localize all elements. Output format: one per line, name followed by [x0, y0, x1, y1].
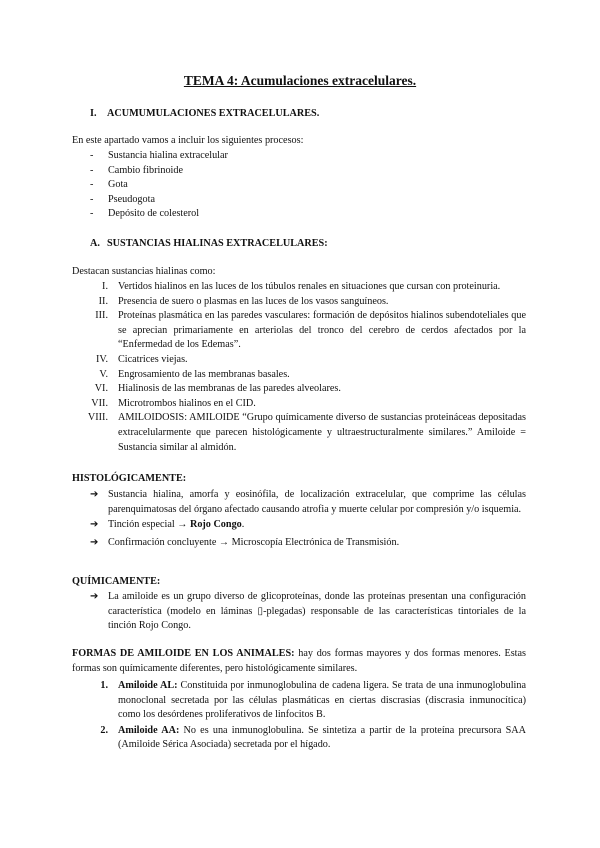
- section-heading-1: [90, 107, 319, 122]
- list-item: V. Engrosamiento de las membranas basales.: [99, 368, 290, 380]
- dash-bullet-icon: -: [90, 164, 94, 176]
- section-title: ACUMUMULACIONES EXTRACELULARES.: [107, 108, 320, 119]
- list-item: - Pseudogota: [90, 193, 228, 208]
- hialinas-list: [72, 280, 526, 455]
- list-item: - Sustancia hialina extracelular: [90, 149, 228, 164]
- dash-bullet-icon: -: [90, 193, 94, 205]
- quimicamente-list: [90, 590, 526, 634]
- formas-paragraph: FORMAS DE AMILOIDE EN LOS ANIMALES: hay dos formas mayores y dos formas menores. Estas formas son químicamente diferentes, pero histológicamente similares.: [72, 648, 526, 674]
- section-number: I.: [90, 108, 97, 119]
- list-item: ➔ La amiloide es un grupo diverso de glicoproteínas, donde las proteínas presentan una configuración característica (modelo en láminas ▯-plegadas) responsable de las características tintoriales de la tinción Rojo Congo.: [90, 590, 526, 634]
- list-item: II. Presencia de suero o plasmas en las luces de los vasos sanguíneos.: [98, 295, 389, 307]
- quimicamente-heading: QUÍMICAMENTE:: [72, 576, 161, 587]
- list-item: 1. Amiloide AL: Constituida por inmunoglobulina de cadena ligera. Se trata de una inmunoglobulina monoclonal secretada por las células plasmáticas en ciertas discrasias (discrasia inmunocítica) como los desórdenes proliferativos de linfocitos B.: [100, 680, 526, 721]
- section-letter: A.: [90, 238, 100, 249]
- process-list: [90, 149, 228, 222]
- histologicamente-heading: HISTOLÓGICAMENTE:: [72, 473, 187, 484]
- intro-paragraph: En este apartado vamos a incluir los siguientes procesos:: [72, 135, 304, 146]
- list-item: - Cambio fibrinoide: [90, 164, 228, 179]
- arrow-bullet-icon: ➔: [90, 536, 99, 548]
- arrow-bullet-icon: ➔: [90, 489, 99, 500]
- rojo-congo-bold: Rojo Congo: [189, 519, 242, 531]
- section-heading-a: [90, 237, 328, 252]
- formas-heading: FORMAS DE AMILOIDE EN LOS ANIMALES:: [72, 648, 295, 659]
- hialinas-intro: Destacan sustancias hialinas como:: [72, 266, 216, 277]
- section-title: SUSTANCIAS HIALINAS EXTRACELULARES:: [107, 238, 328, 249]
- histologicamente-list: [90, 488, 526, 550]
- list-item: 2. Amiloide AA: No es una inmunoglobulina. Se sintetiza a partir de la proteína precursora SAA (Amiloide Sérica Asociada) secretada por el hígado.: [100, 724, 527, 751]
- arrow-bullet-icon: ➔: [90, 519, 99, 531]
- list-item: - Depósito de colesterol: [90, 207, 228, 222]
- arrow-bullet-icon: ➔: [90, 591, 99, 602]
- list-item: I. Vertidos hialinos en las luces de los túbulos renales en situaciones que cursan con proteinuria.: [102, 281, 501, 292]
- amiloide-list: [72, 679, 526, 753]
- dash-bullet-icon: -: [90, 208, 94, 220]
- list-item: ➔ Tinción especial → Rojo Congo.: [90, 518, 526, 533]
- dash-bullet-icon: -: [90, 179, 94, 191]
- list-item: ➔ Confirmación concluyente → Microscopía Electrónica de Transmisión.: [90, 536, 526, 551]
- page-title: TEMA 4: Acumulaciones extracelulares.: [183, 73, 417, 88]
- list-item: IV. Cicatrices viejas.: [96, 353, 188, 365]
- list-item: - Gota: [90, 178, 228, 193]
- list-item: III. Proteínas plasmática en las paredes vasculares: formación de depósitos hialinos subendoteliales que se aprecian primariamente en arteriolas del tronco del cerebro de cerdos afectados por la “Enfermedad de los Edemas”.: [95, 310, 526, 351]
- list-item: VII. Microtrombos hialinos en el CID.: [91, 397, 256, 409]
- list-item: VIII. AMILOIDOSIS: AMILOIDE “Grupo químicamente diverso de sustancias proteináceas depositadas extracelularmente que parecen histológicamente y ultraestructuralmente similares.” Amiloide = Sustancia similar al almidón.: [87, 412, 526, 453]
- list-item: ➔ Sustancia hialina, amorfa y eosinófila, de localización extracelular, que comprime las células parenquimatosas del órgano afectado causando atrofia y muerte celular por compresión y/o isquemia.: [90, 488, 526, 517]
- dash-bullet-icon: -: [90, 150, 94, 161]
- list-item: VI. Hialinosis de las membranas de las paredes alveolares.: [94, 383, 341, 395]
